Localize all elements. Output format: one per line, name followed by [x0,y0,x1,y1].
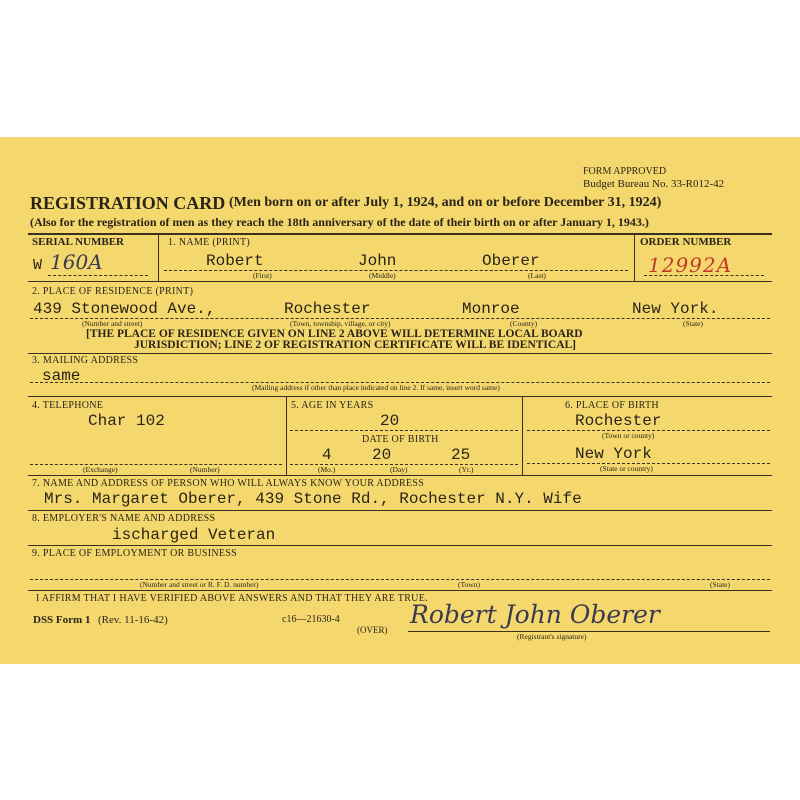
birthplace-state: New York [575,445,652,463]
divider [634,233,635,281]
divider [28,396,772,397]
month-caption: (Mo.) [318,465,336,474]
telephone-label: 4. TELEPHONE [32,400,104,411]
residence-county-caption: (County) [510,319,538,328]
last-caption: (Last) [528,271,546,280]
print-code: c16—21630-4 [282,614,340,625]
divider [286,396,287,475]
name-line [164,270,628,271]
birthplace-town-caption: (Town or county) [602,431,655,440]
mailing-caption: (Mailing address if other than place indicated on line 2. If same, insert word same) [252,383,500,392]
serial-number-value: 160A [50,250,103,274]
registration-card [0,137,800,664]
signature-line [408,631,770,632]
serial-line [48,275,148,276]
first-caption: (First) [253,271,272,280]
employer-value: ischarged Veteran [112,526,276,544]
employment-town-caption: (Town) [458,580,480,589]
birth-year: 25 [451,446,471,464]
age-value: 20 [380,412,400,430]
order-number-value: 12992A [648,253,733,277]
middle-name: John [358,252,397,270]
residence-county: Monroe [462,300,520,318]
divider [28,510,772,511]
signature-caption: (Registrant's signature) [517,632,587,641]
order-line [644,275,764,276]
affirmation: I AFFIRM THAT I HAVE VERIFIED ABOVE ANSWERS AND THAT THEY ARE TRUE. [36,593,428,604]
number-caption: (Number) [190,465,220,474]
exchange-caption: (Exchange) [83,465,118,474]
contact-label: 7. NAME AND ADDRESS OF PERSON WHO WILL ALWAYS KNOW YOUR ADDRESS [32,478,425,489]
divider [522,396,523,475]
residence-town: Rochester [284,300,371,318]
divider [28,590,772,591]
year-caption: (Yr.) [459,465,474,474]
age-line [290,430,518,431]
serial-number-label: SERIAL NUMBER [32,236,124,248]
date-of-birth-label: DATE OF BIRTH [362,434,439,445]
residence-label: 2. PLACE OF RESIDENCE (PRINT) [32,286,194,297]
residence-town-caption: (Town, township, village, or city) [290,319,391,328]
day-caption: (Day) [390,465,408,474]
residence-street: 439 Stonewood Ave., [33,300,216,318]
divider [28,233,772,235]
order-number-label: ORDER NUMBER [640,236,732,248]
name-label: 1. NAME (PRINT) [168,237,250,248]
serial-prefix: W [33,257,43,274]
mailing-label: 3. MAILING ADDRESS [32,355,139,366]
last-name: Oberer [482,252,540,270]
residence-state-caption: (State) [683,319,703,328]
form-approved: FORM APPROVED [583,166,667,177]
residence-state: New York. [632,300,719,318]
employment-label: 9. PLACE OF EMPLOYMENT OR BUSINESS [32,548,238,559]
employment-street-caption: (Number and street or R. F. D. number) [140,580,259,589]
birthplace-state-caption: (State or country) [600,464,653,473]
telephone-line [30,464,282,465]
card-title: REGISTRATION CARD [30,193,226,213]
divider [158,233,159,281]
residence-street-caption: (Number and street) [82,319,143,328]
age-label: 5. AGE IN YEARS [291,400,374,411]
birthplace-town: Rochester [575,412,662,430]
first-name: Robert [206,252,264,270]
birth-day: 20 [372,446,392,464]
telephone-value: Char 102 [88,412,165,430]
birthplace-label: 6. PLACE OF BIRTH [565,400,659,411]
employment-state-caption: (State) [710,580,730,589]
form-revision: (Rev. 11-16-42) [98,614,168,626]
card-title-note: (Men born on or after July 1, 1924, and on or before December 31, 1924) [229,195,662,210]
divider [28,475,772,476]
residence-note-line2: JURISDICTION; LINE 2 OF REGISTRATION CERTIFICATE WILL BE IDENTICAL] [134,339,577,351]
over-note: (OVER) [357,625,388,635]
employer-label: 8. EMPLOYER'S NAME AND ADDRESS [32,513,216,524]
card-subtitle: (Also for the registration of men as they reach the 18th anniversary of the date of their birth on or after January 1, 1943.) [30,215,649,229]
contact-value: Mrs. Margaret Oberer, 439 Stone Rd., Rochester N.Y. Wife [44,490,582,508]
divider [28,545,772,546]
birth-month: 4 [322,446,332,464]
form-id: DSS Form 1 [33,614,91,626]
budget-bureau-number: Budget Bureau No. 33-R012-42 [583,178,725,190]
registrant-signature: Robert John Oberer [410,600,660,629]
divider [28,281,772,282]
residence-note-line1: [THE PLACE OF RESIDENCE GIVEN ON LINE 2 ABOVE WILL DETERMINE LOCAL BOARD [86,328,583,340]
mailing-address-value: same [42,367,81,385]
middle-caption: (Middle) [369,271,396,280]
divider [28,353,772,354]
